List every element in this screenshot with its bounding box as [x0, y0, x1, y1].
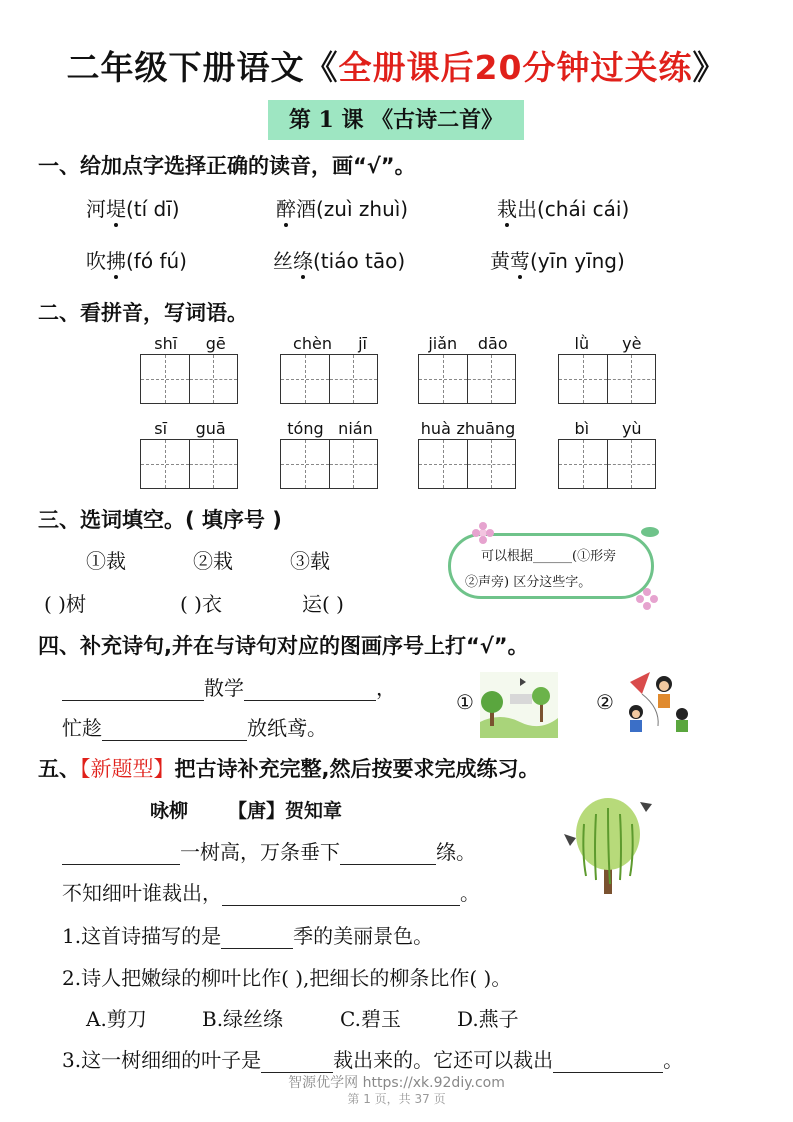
- section-3-heading: 三、选词填空。( 填序号 ): [38, 508, 282, 532]
- section-4-heading: 四、补充诗句,并在与诗句对应的图画序号上打“√”。: [38, 634, 529, 658]
- tip-line-2: ②声旁) 区分这些字。: [465, 575, 592, 590]
- tianzige-boxes[interactable]: [140, 439, 238, 489]
- kite-children-picture[interactable]: [620, 668, 696, 734]
- choice-a[interactable]: A.剪刀: [86, 1007, 147, 1031]
- leaf-icon: [640, 524, 660, 540]
- option-3: ③载: [290, 549, 330, 573]
- question-2: 2.诗人把嫩绿的柳叶比作( ),把细长的柳条比作( )。: [62, 966, 512, 990]
- answer-blank[interactable]: [553, 1054, 663, 1073]
- pinyin-choice-item: 河堤(tí dī): [86, 197, 180, 221]
- tianzige-boxes[interactable]: [558, 354, 656, 404]
- pinyin-writing-group: chèn jī: [280, 334, 380, 404]
- pinyin-writing-group: shī gē: [140, 334, 240, 404]
- pinyin-choice-item: 黄莺(yīn yīng): [490, 249, 625, 273]
- tianzige-boxes[interactable]: [418, 439, 516, 489]
- pinyin-writing-group: jiǎn dāo: [418, 334, 518, 404]
- fill-blank[interactable]: 运( ): [302, 592, 344, 616]
- choice-b[interactable]: B.绿丝绦: [202, 1007, 284, 1031]
- answer-blank[interactable]: [244, 682, 376, 701]
- option-1: ①裁: [86, 549, 126, 573]
- pinyin-choice-item: 吹拂(fó fú): [86, 249, 187, 273]
- flower-icon: [636, 588, 658, 610]
- tianzige-boxes[interactable]: [280, 439, 378, 489]
- pinyin-choice-item: 丝绦(tiáo tāo): [273, 249, 406, 273]
- answer-blank[interactable]: [222, 887, 460, 906]
- choice-d[interactable]: D.燕子: [457, 1007, 519, 1031]
- poem-line-1: 散学 ，: [62, 672, 396, 701]
- willow-tree-picture: [560, 794, 658, 894]
- poem-author: 【唐】贺知章: [228, 800, 343, 822]
- section-2-heading: 二、看拼音，写词语。: [38, 301, 248, 325]
- pinyin-writing-group: sī guā: [140, 419, 240, 489]
- tip-line-1: 可以根据______(①形旁: [481, 549, 617, 564]
- answer-blank[interactable]: [62, 846, 180, 865]
- question-1: 1.这首诗描写的是 季的美丽景色。: [62, 924, 434, 948]
- tianzige-boxes[interactable]: [140, 354, 238, 404]
- answer-blank[interactable]: [340, 846, 436, 865]
- watermark: 智源优学网 https://xk.92diy.com: [288, 1075, 505, 1091]
- answer-blank[interactable]: [221, 930, 293, 949]
- section-5-heading: 五、【新题型】把古诗补充完整,然后按要求完成练习。: [38, 757, 540, 781]
- tianzige-boxes[interactable]: [558, 439, 656, 489]
- tianzige-boxes[interactable]: [280, 354, 378, 404]
- picture-2-label[interactable]: ②: [596, 690, 614, 714]
- flower-icon: [472, 522, 494, 544]
- answer-blank[interactable]: [261, 1054, 333, 1073]
- answer-blank[interactable]: [102, 722, 247, 741]
- tianzige-boxes[interactable]: [418, 354, 516, 404]
- choice-c[interactable]: C.碧玉: [340, 1007, 401, 1031]
- answer-blank[interactable]: [62, 682, 204, 701]
- section-1-heading: 一、给加点字选择正确的读音，画“√”。: [38, 154, 416, 178]
- pinyin-choice-item: 醉酒(zuì zhuì): [276, 197, 409, 221]
- page-number: 第 1 页，共 37 页: [347, 1092, 446, 1106]
- pinyin-writing-group: bì yù: [558, 419, 658, 489]
- question-3: 3.这一树细细的叶子是 裁出来的。它还可以裁出 。: [62, 1048, 684, 1072]
- pinyin-writing-group: huà zhuāng: [418, 419, 518, 489]
- pinyin-writing-group: lǜ yè: [558, 334, 658, 404]
- poem-line-2: 忙趁 放纸鸢。: [62, 716, 327, 740]
- poem-line-1: 一树高，万条垂下 绦。: [62, 836, 476, 865]
- picture-1-label[interactable]: ①: [456, 690, 474, 714]
- option-2: ②栽: [193, 549, 233, 573]
- pinyin-choice-item: 栽出(chái cái): [497, 197, 630, 221]
- fill-blank[interactable]: ( )树: [44, 592, 86, 616]
- poem-title: 咏柳: [150, 800, 189, 822]
- pinyin-writing-group: tóng nián: [280, 419, 380, 489]
- school-scene-picture[interactable]: [480, 672, 558, 738]
- fill-blank[interactable]: ( )衣: [180, 592, 222, 616]
- poem-line-2: 不知细叶谁裁出， 。: [62, 881, 480, 905]
- page-title: 二年级下册语文《全册课后20分钟过关练》: [66, 48, 727, 87]
- lesson-title: 第 1 课 《古诗二首》: [268, 100, 524, 140]
